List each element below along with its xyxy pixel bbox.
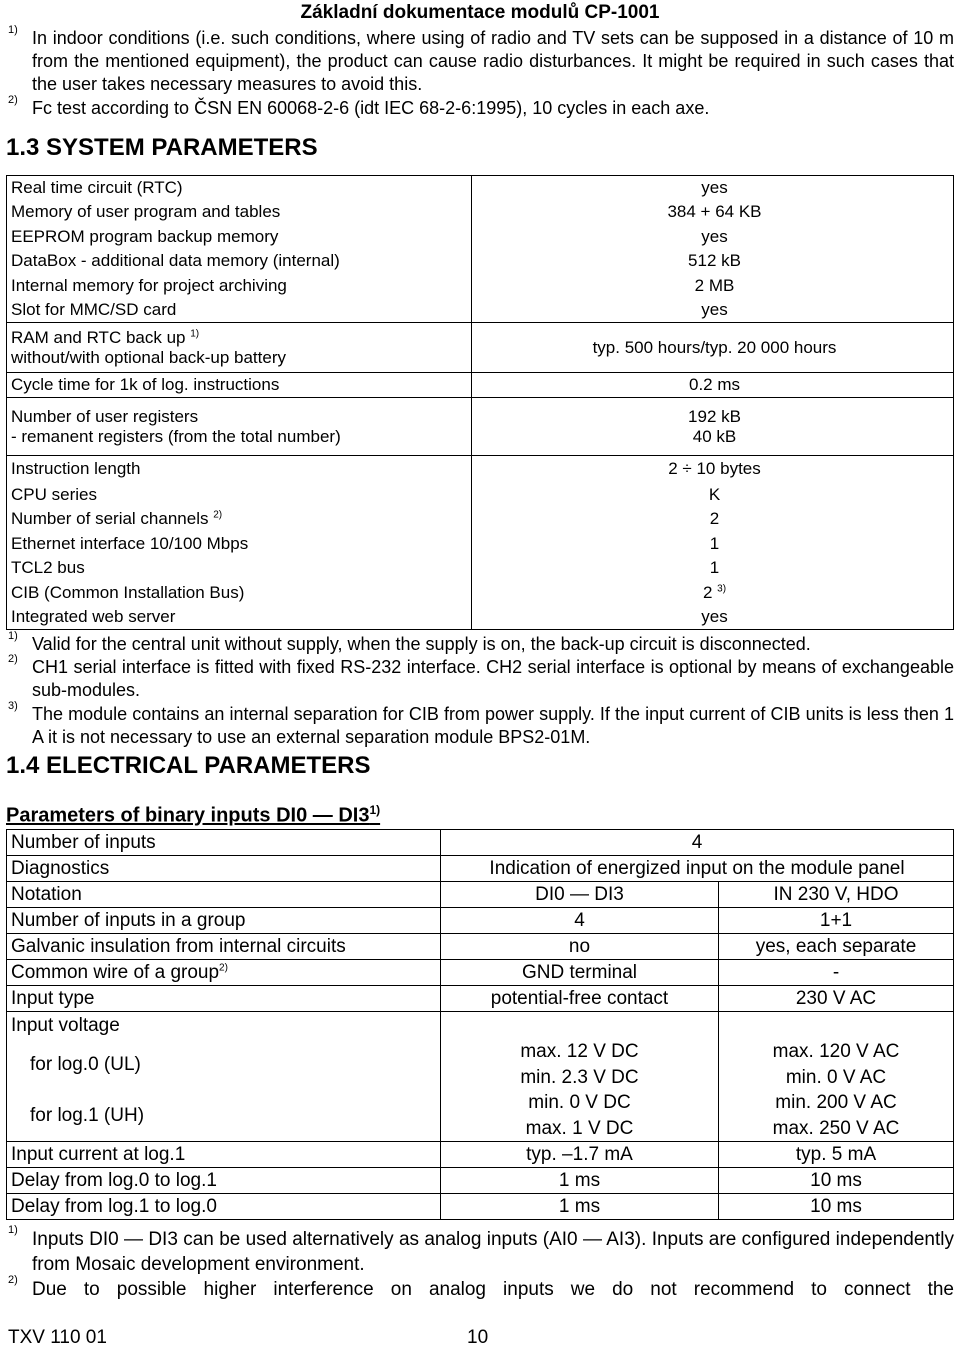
note-mark: 1) — [8, 24, 18, 36]
row-label-text: Number of serial channels — [11, 509, 209, 528]
row-value: 1 — [472, 556, 954, 581]
row-label: Memory of user program and tables — [7, 200, 472, 225]
table-row — [7, 830, 954, 856]
log0-dc-max: max. 12 V DC — [520, 1041, 639, 1062]
row-label: Real time circuit (RTC) — [7, 176, 472, 200]
row-value-ac: yes, each separate — [719, 934, 954, 960]
row-label: DataBox - additional data memory (internal) — [7, 249, 472, 274]
table-row — [7, 532, 954, 556]
footnote-ref: 3) — [717, 582, 727, 594]
row-label: Number of inputs in a group — [7, 908, 441, 934]
log0-label: for log.0 (UL) — [30, 1054, 141, 1075]
row-label: EEPROM program backup memory — [7, 225, 472, 249]
row-label-line: Number of user registers — [11, 406, 199, 426]
table-row — [7, 456, 954, 483]
table-row — [7, 934, 954, 960]
row-value-ac: typ. 5 mA — [719, 1142, 954, 1168]
table-row — [7, 200, 954, 225]
row-label: Number of inputs — [7, 830, 441, 856]
table-row — [7, 507, 954, 532]
page-header: Základní dokumentace modulů CP-1001 — [300, 2, 660, 23]
section-title-electrical: 1.4 ELECTRICAL PARAMETERS — [6, 752, 371, 779]
row-value-line: 40 kB — [692, 426, 737, 446]
row-value-ac: 1+1 — [719, 908, 954, 934]
system-note-3 — [8, 700, 954, 749]
footnote-ref: 2) — [219, 962, 228, 974]
row-value-ac: 230 V AC — [719, 986, 954, 1012]
table-row — [7, 856, 954, 882]
log0-ac-max: max. 120 V AC — [772, 1041, 900, 1062]
table-row — [7, 176, 954, 200]
system-note-2 — [8, 653, 954, 702]
table-row — [7, 1142, 954, 1168]
row-label — [7, 507, 472, 532]
table-row — [7, 556, 954, 581]
row-label: Diagnostics — [7, 856, 441, 882]
row-label — [7, 323, 472, 373]
row-value-dc: 4 — [441, 908, 719, 934]
row-value — [472, 398, 954, 456]
table-row — [7, 1012, 954, 1142]
row-label — [7, 960, 441, 986]
row-value: typ. 500 hours/typ. 20 000 hours — [472, 323, 954, 373]
table-row — [7, 373, 954, 398]
electrical-note-1 — [8, 1224, 954, 1277]
subsection-title-text: Parameters of binary inputs DI0 — DI3 — [6, 804, 370, 827]
note-mark: 2) — [8, 94, 18, 106]
note-text: Due to possible higher interference on analog inputs we do not recommend to connect the — [32, 1279, 954, 1300]
table-row — [7, 249, 954, 274]
row-label: Integrated web server — [7, 605, 472, 630]
note-mark: 1) — [8, 1224, 18, 1236]
table-row — [7, 882, 954, 908]
row-value-dc: 1 ms — [441, 1194, 719, 1220]
row-value-ac: 10 ms — [719, 1194, 954, 1220]
row-value: 1 — [472, 532, 954, 556]
row-value-ac: IN 230 V, HDO — [719, 882, 954, 908]
section-title-system: 1.3 SYSTEM PARAMETERS — [6, 134, 318, 161]
note-text: CH1 serial interface is fitted with fixed RS-232 interface. CH2 serial interface is optional by means of exchangeable sub-modules. — [32, 657, 954, 700]
row-value-ac: - — [719, 960, 954, 986]
note-mark: 2) — [8, 653, 18, 665]
footer-doc-id: TXV 110 01 — [8, 1327, 107, 1348]
row-label: Input current at log.1 — [7, 1142, 441, 1168]
row-label: Slot for MMC/SD card — [7, 298, 472, 323]
top-note-2 — [8, 94, 954, 120]
row-label — [7, 1012, 441, 1142]
table-row — [7, 1168, 954, 1194]
table-row — [7, 986, 954, 1012]
input-voltage-label: Input voltage — [11, 1015, 120, 1036]
row-value: 512 kB — [472, 249, 954, 274]
electrical-note-2 — [8, 1274, 954, 1302]
footnote-ref: 1) — [190, 327, 200, 339]
note-text: Inputs DI0 — DI3 can be used alternatively as analog inputs (AI0 — AI3). Inputs are configured independently from Mosaic development environment. — [32, 1229, 954, 1275]
row-value-line: 192 kB — [688, 406, 741, 426]
row-value: yes — [472, 298, 954, 323]
row-label: TCL2 bus — [7, 556, 472, 581]
row-value: 2 — [472, 507, 954, 532]
row-value: 2 ÷ 10 bytes — [472, 456, 954, 483]
table-row — [7, 908, 954, 934]
table-row — [7, 225, 954, 249]
subsection-title-binary-inputs — [6, 803, 380, 828]
row-value — [472, 581, 954, 605]
footnote-ref: 1) — [369, 803, 381, 817]
row-value: 384 + 64 KB — [472, 200, 954, 225]
row-label-line: - remanent registers (from the total number) — [11, 426, 341, 446]
table-row — [7, 605, 954, 630]
footer-page-number: 10 — [467, 1327, 489, 1348]
note-mark: 1) — [8, 630, 18, 642]
log0-dc-min: min. 2.3 V DC — [520, 1066, 639, 1088]
row-label: Internal memory for project archiving — [7, 274, 472, 298]
note-mark: 2) — [8, 1274, 18, 1286]
row-label: Ethernet interface 10/100 Mbps — [7, 532, 472, 556]
row-label: Input type — [7, 986, 441, 1012]
row-label: CIB (Common Installation Bus) — [7, 581, 472, 605]
note-mark: 3) — [8, 700, 18, 712]
footnote-ref: 2) — [213, 509, 223, 521]
table-row — [7, 483, 954, 507]
note-text: The module contains an internal separation for CIB from power supply. If the input current of CIB units is less then 1 A it is not necessary to use an external separation module BPS2-01M. — [32, 704, 954, 747]
row-value: K — [472, 483, 954, 507]
note-text: In indoor conditions (i.e. such conditions, where using of radio and TV sets can be supposed in a distance of 10 m from the mentioned equipment), the product can cause radio disturbances. It might be required in such cases that the user takes necessary measures to avoid this. — [32, 28, 954, 94]
row-label: Delay from log.0 to log.1 — [7, 1168, 441, 1194]
log1-ac-min: min. 200 V AC — [775, 1092, 897, 1113]
row-value-dc: DI0 — DI3 — [441, 882, 719, 908]
row-value-dc: GND terminal — [441, 960, 719, 986]
row-value-dc — [441, 1012, 719, 1142]
table-row — [7, 298, 954, 323]
log1-dc-min: min. 0 V DC — [528, 1092, 631, 1113]
row-label: Notation — [7, 882, 441, 908]
table-row — [7, 960, 954, 986]
row-value-text: 2 — [702, 582, 713, 602]
table-row — [7, 398, 954, 456]
table-row — [7, 323, 954, 373]
row-value-dc: 1 ms — [441, 1168, 719, 1194]
row-label: Galvanic insulation from internal circuits — [7, 934, 441, 960]
log1-ac-max: max. 250 V AC — [772, 1117, 900, 1139]
top-note-1 — [8, 24, 954, 96]
binary-inputs-table — [6, 829, 954, 1220]
row-label: CPU series — [7, 483, 472, 507]
row-label-line: RAM and RTC back up — [11, 327, 186, 347]
log1-label: for log.1 (UH) — [30, 1105, 145, 1126]
table-row — [7, 1194, 954, 1220]
row-value: 4 — [441, 830, 954, 856]
row-label: Delay from log.1 to log.0 — [7, 1194, 441, 1220]
table-row — [7, 274, 954, 298]
table-row — [7, 581, 954, 605]
row-label: Instruction length — [7, 456, 472, 483]
row-value: 2 MB — [472, 274, 954, 298]
row-value-dc: typ. –1.7 mA — [441, 1142, 719, 1168]
row-value: yes — [472, 605, 954, 630]
system-parameters-table — [6, 175, 954, 630]
log1-dc-max: max. 1 V DC — [525, 1117, 634, 1139]
row-value-dc: no — [441, 934, 719, 960]
row-value: yes — [472, 225, 954, 249]
row-value-ac: 10 ms — [719, 1168, 954, 1194]
log0-ac-min: min. 0 V AC — [785, 1066, 887, 1088]
row-value: yes — [472, 176, 954, 200]
row-label — [7, 398, 472, 456]
row-label-text: Common wire of a group — [11, 961, 220, 983]
row-value: 0.2 ms — [472, 373, 954, 398]
note-text: Fc test according to ČSN EN 60068-2-6 (idt IEC 68-2-6:1995), 10 cycles in each axe. — [32, 98, 710, 118]
row-label-line: without/with optional back-up battery — [11, 347, 286, 367]
row-value-ac — [719, 1012, 954, 1142]
row-label: Cycle time for 1k of log. instructions — [7, 373, 472, 398]
row-value-dc: potential-free contact — [441, 986, 719, 1012]
row-value: Indication of energized input on the module panel — [441, 856, 954, 882]
system-note-1 — [8, 630, 954, 656]
note-text: Valid for the central unit without supply, when the supply is on, the back-up circuit is disconnected. — [32, 634, 811, 654]
